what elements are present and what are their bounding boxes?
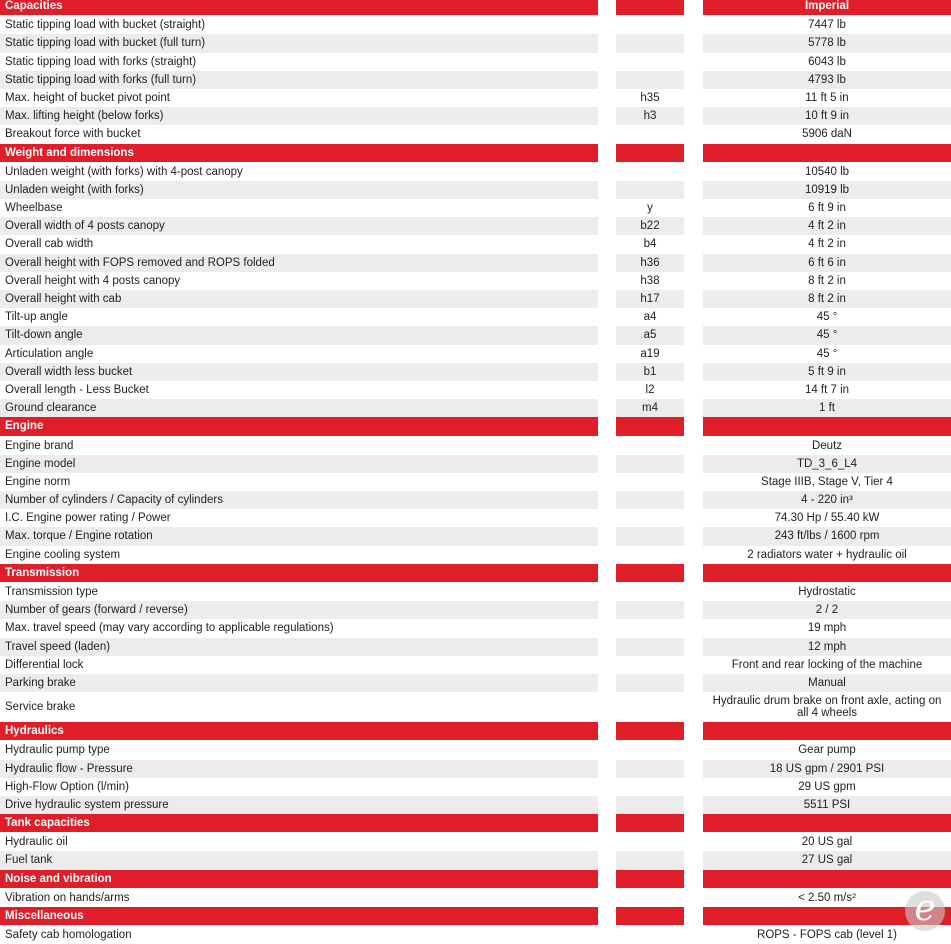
spec-label: Static tipping load with bucket (full turn) <box>0 34 598 52</box>
spec-label: Differential lock <box>5 658 84 671</box>
spec-label: Max. travel speed (may vary according to applicable regulations) <box>5 622 334 635</box>
spec-row <box>0 89 951 107</box>
spec-label: Hydraulic flow - Pressure <box>0 760 598 778</box>
spec-code: a4 <box>643 311 657 324</box>
spec-row <box>0 235 951 253</box>
value-column-header <box>703 417 951 435</box>
spec-label: Parking brake <box>0 674 598 692</box>
value-column-header <box>703 564 951 582</box>
spec-code <box>616 125 684 143</box>
spec-value: 45 ° <box>703 326 951 344</box>
spec-code <box>616 926 684 944</box>
spec-row <box>0 308 951 326</box>
spec-code <box>616 16 684 34</box>
spec-label: Wheelbase <box>5 202 63 215</box>
spec-code <box>616 796 684 814</box>
spec-value: 8 ft 2 in <box>703 290 951 308</box>
spec-value: 4 ft 2 in <box>808 238 846 251</box>
spec-label: Static tipping load with forks (straight) <box>5 55 197 68</box>
spec-row <box>0 290 951 308</box>
value-column-header <box>703 144 951 162</box>
spec-label: Hydraulic pump type <box>5 744 110 757</box>
section-header <box>0 564 951 583</box>
spec-row <box>0 778 951 796</box>
spec-label: Fuel tank <box>0 851 598 869</box>
spec-value: Stage IIIB, Stage V, Tier 4 <box>761 475 893 488</box>
spec-value: 14 ft 7 in <box>804 383 850 396</box>
spec-row <box>0 527 951 545</box>
spec-value: 10540 lb <box>804 165 850 178</box>
spec-value: 6 ft 9 in <box>808 202 846 215</box>
spec-label: Engine cooling system <box>5 548 121 561</box>
spec-row <box>0 437 951 455</box>
section-title: Noise and vibration <box>0 870 598 888</box>
spec-code <box>616 71 684 89</box>
spec-row <box>0 217 951 235</box>
spec-code: b22 <box>616 217 684 235</box>
spec-label: Safety cab homologation <box>5 929 132 942</box>
spec-value: 7447 lb <box>808 19 846 32</box>
spec-code <box>616 833 684 851</box>
spec-value: Hydrostatic <box>798 586 856 598</box>
value-column-header <box>703 722 951 740</box>
spec-row <box>0 796 951 814</box>
spec-label: Overall length - Less Bucket <box>5 383 149 396</box>
spec-code <box>616 181 684 199</box>
spec-label: Tilt-up angle <box>5 311 68 324</box>
section-title: Tank capacities <box>0 814 598 832</box>
spec-value: 5511 PSI <box>703 796 951 814</box>
spec-value: 5 ft 9 in <box>703 363 951 381</box>
spec-row <box>0 125 951 143</box>
spec-value: 1 ft <box>703 399 951 417</box>
spec-label: Engine norm <box>5 475 71 488</box>
section-title: Capacities <box>0 0 598 15</box>
spec-code: b4 <box>643 238 657 251</box>
section-header <box>0 722 951 741</box>
spec-value: 20 US gal <box>801 836 853 849</box>
spec-label: Overall width less bucket <box>0 363 598 381</box>
spec-code <box>616 741 684 759</box>
spec-label: Overall height with 4 posts canopy <box>5 274 181 287</box>
spec-label: Service brake <box>5 701 76 714</box>
spec-row <box>0 741 951 759</box>
spec-code: y <box>647 202 653 215</box>
spec-row <box>0 851 951 869</box>
spec-value: Gear pump <box>798 744 856 757</box>
spec-code <box>616 437 684 455</box>
spec-row <box>0 272 951 290</box>
spec-row <box>0 345 951 363</box>
spec-label: I.C. Engine power rating / Power <box>5 512 171 525</box>
spec-label: Breakout force with bucket <box>5 128 141 141</box>
value-column-header <box>703 814 951 832</box>
spec-value: TD_3_6_L4 <box>703 455 951 473</box>
spec-label: Vibration on hands/arms <box>5 891 130 904</box>
section-title: Transmission <box>0 564 598 582</box>
spec-row <box>0 399 951 417</box>
spec-row <box>0 254 951 272</box>
spec-row <box>0 326 951 344</box>
spec-row <box>0 363 951 381</box>
spec-code <box>616 53 684 71</box>
spec-label: Ground clearance <box>0 399 598 417</box>
spec-row <box>0 619 951 637</box>
spec-code <box>616 509 684 527</box>
spec-label: Overall height with cab <box>0 290 598 308</box>
section-header <box>0 417 951 436</box>
spec-label: Static tipping load with forks (full turn) <box>0 71 598 89</box>
spec-value: 74.30 Hp / 55.40 kW <box>774 512 880 525</box>
spec-row <box>0 491 951 509</box>
spec-code <box>616 851 684 869</box>
spec-row <box>0 509 951 527</box>
spec-row <box>0 53 951 71</box>
spec-code: l2 <box>645 383 655 396</box>
spec-row <box>0 656 951 674</box>
spec-code <box>616 473 684 491</box>
spec-row <box>0 638 951 656</box>
spec-label: Travel speed (laden) <box>0 638 598 656</box>
spec-label: Engine brand <box>5 439 74 452</box>
spec-row <box>0 473 951 491</box>
spec-code: h38 <box>640 274 660 287</box>
spec-value: 12 mph <box>703 638 951 656</box>
spec-code <box>616 163 684 181</box>
spec-label: Unladen weight (with forks) with 4-post canopy <box>5 165 243 178</box>
spec-row <box>0 34 951 52</box>
spec-row <box>0 546 951 564</box>
spec-label: Unladen weight (with forks) <box>0 181 598 199</box>
spec-value: 4793 lb <box>703 71 951 89</box>
spec-label: Number of cylinders / Capacity of cylinders <box>0 491 598 509</box>
section-header <box>0 870 951 889</box>
spec-value: 10919 lb <box>703 181 951 199</box>
spec-row <box>0 692 951 722</box>
spec-row <box>0 760 951 778</box>
spec-label: Overall width of 4 posts canopy <box>0 217 598 235</box>
spec-value: 5906 daN <box>802 128 852 141</box>
spec-value: 11 ft 5 in <box>805 91 849 104</box>
spec-value: 45 ° <box>816 311 838 324</box>
spec-code: h3 <box>616 107 684 125</box>
spec-code <box>616 583 684 601</box>
spec-value: Manual <box>703 674 951 692</box>
spec-row <box>0 926 951 944</box>
spec-label: Max. lifting height (below forks) <box>0 107 598 125</box>
spec-code <box>616 527 684 545</box>
spec-label: Tilt-down angle <box>0 326 598 344</box>
spec-value: Front and rear locking of the machine <box>731 658 923 671</box>
spec-code <box>616 546 684 564</box>
watermark-logo-icon: e <box>905 891 945 931</box>
section-title: Engine <box>0 417 598 435</box>
spec-row <box>0 71 951 89</box>
spec-row <box>0 107 951 125</box>
spec-code: h17 <box>616 290 684 308</box>
spec-code <box>616 619 684 637</box>
spec-value: 18 US gpm / 2901 PSI <box>703 760 951 778</box>
spec-label: Number of gears (forward / reverse) <box>0 601 598 619</box>
spec-row <box>0 181 951 199</box>
spec-value: 2 radiators water + hydraulic oil <box>747 548 907 561</box>
spec-value: 6043 lb <box>808 55 846 68</box>
spec-row <box>0 889 951 907</box>
spec-row <box>0 199 951 217</box>
spec-label: Max. torque / Engine rotation <box>0 527 598 545</box>
section-header <box>0 814 951 833</box>
spec-row <box>0 674 951 692</box>
section-title: Hydraulics <box>0 722 598 740</box>
section-header <box>0 907 951 926</box>
spec-value: Deutz <box>811 439 843 452</box>
spec-code <box>616 778 684 796</box>
section-header <box>0 0 951 16</box>
spec-label: Overall cab width <box>5 238 94 251</box>
spec-value: 45 ° <box>816 347 838 360</box>
spec-label: Articulation angle <box>5 347 94 360</box>
spec-code <box>616 674 684 692</box>
spec-value: 8 ft 2 in <box>808 274 846 287</box>
spec-value: 2 / 2 <box>703 601 951 619</box>
spec-label: Transmission type <box>5 586 98 598</box>
spec-value: ROPS - FOPS cab (level 1) <box>757 929 897 942</box>
section-header <box>0 144 951 163</box>
spec-code <box>616 638 684 656</box>
spec-code <box>616 455 684 473</box>
section-title: Miscellaneous <box>0 907 598 925</box>
spec-row <box>0 163 951 181</box>
spec-code: a19 <box>640 347 660 360</box>
spec-code <box>616 34 684 52</box>
spec-label: High-Flow Option (l/min) <box>5 780 129 793</box>
spec-value: 5778 lb <box>703 34 951 52</box>
value-column-header: Imperial <box>703 0 951 15</box>
spec-value: < 2.50 m/s² <box>798 891 856 904</box>
spec-code: h35 <box>640 91 660 104</box>
spec-value: 4 - 220 in³ <box>703 491 951 509</box>
spec-label: Drive hydraulic system pressure <box>0 796 598 814</box>
spec-code <box>616 656 684 674</box>
spec-code <box>616 601 684 619</box>
spec-code <box>616 491 684 509</box>
spec-value: 27 US gal <box>703 851 951 869</box>
spec-row <box>0 601 951 619</box>
spec-row <box>0 583 951 601</box>
spec-label: Static tipping load with bucket (straight) <box>5 19 206 32</box>
spec-value: 29 US gpm <box>798 780 856 793</box>
spec-label: Overall height with FOPS removed and ROPS folded <box>0 254 598 272</box>
spec-code: a5 <box>616 326 684 344</box>
section-title: Weight and dimensions <box>0 144 598 162</box>
spec-code <box>616 889 684 907</box>
spec-code <box>616 692 684 722</box>
spec-value: 6 ft 6 in <box>703 254 951 272</box>
value-column-header <box>703 870 951 888</box>
spec-row <box>0 16 951 34</box>
spec-code: m4 <box>616 399 684 417</box>
spec-label: Engine model <box>0 455 598 473</box>
spec-value: 19 mph <box>807 622 847 635</box>
spec-label: Max. height of bucket pivot point <box>5 91 170 104</box>
spec-row <box>0 381 951 399</box>
spec-value: 10 ft 9 in <box>703 107 951 125</box>
spec-value: Hydraulic drum brake on front axle, acting on all 4 wheels <box>712 695 942 720</box>
spec-value: 243 ft/lbs / 1600 rpm <box>703 527 951 545</box>
spec-code: h36 <box>616 254 684 272</box>
spec-value: 4 ft 2 in <box>703 217 951 235</box>
spec-code <box>616 760 684 778</box>
spec-label: Hydraulic oil <box>5 836 68 849</box>
spec-row <box>0 455 951 473</box>
spec-row <box>0 833 951 851</box>
spec-code: b1 <box>616 363 684 381</box>
